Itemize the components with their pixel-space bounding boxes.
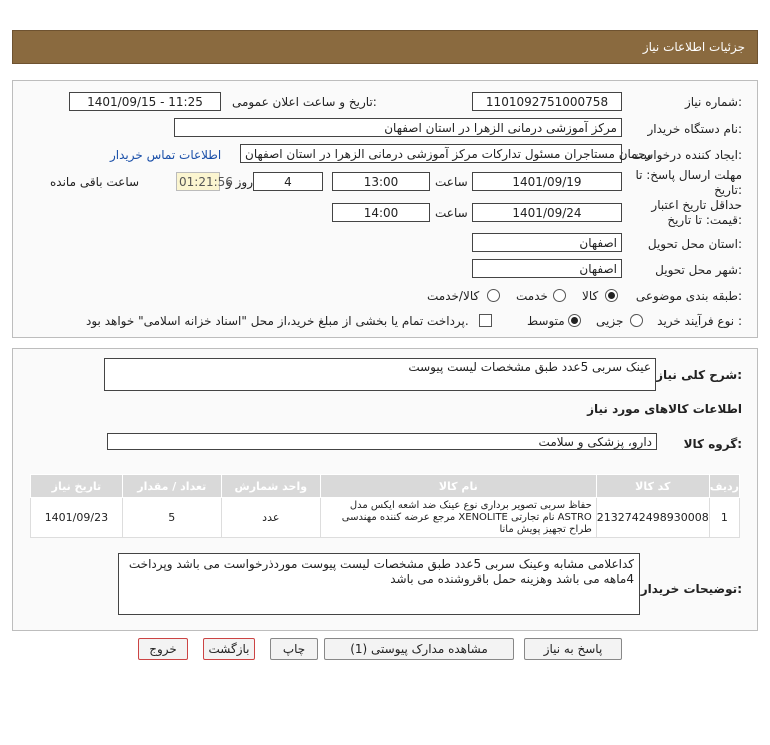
process-option-minor: جزیی — [596, 314, 624, 328]
delivery-province-field: اصفهان — [472, 233, 622, 252]
announce-field: 1401/09/15 - 11:25 — [69, 92, 221, 111]
creator-field: رحمان مستاجران مسئول تدارکات مرکز آموزشی درمانی الزهرا در استان اصفهان — [240, 144, 622, 163]
reply-button[interactable]: پاسخ به نیاز — [524, 638, 622, 660]
general-desc-field: عینک سربی 5عدد طبق مشخصات لیست پیوست — [104, 358, 656, 391]
creator-label: ایجاد کننده درخواست: — [631, 148, 742, 162]
announce-label: تاریخ و ساعت اعلان عمومی: — [232, 95, 377, 109]
category-option-goods-service: کالا/خدمت — [427, 289, 480, 303]
col-name: نام کالا — [320, 475, 596, 498]
col-row: ردیف — [709, 475, 739, 498]
goods-info-title: اطلاعات کالاهای مورد نیاز — [587, 402, 742, 416]
reply-date-field: 1401/09/19 — [472, 172, 622, 191]
goods-table — [30, 474, 740, 538]
col-code: کد کالا — [596, 475, 709, 498]
col-qty: تعداد / مقدار — [122, 475, 221, 498]
delivery-city-field: اصفهان — [472, 259, 622, 278]
table-row — [31, 498, 740, 538]
page-header — [12, 30, 758, 64]
validity-time-field: 14:00 — [332, 203, 430, 222]
view-documents-button[interactable]: مشاهده مدارک پیوستی (1) — [324, 638, 514, 660]
validity-label: حداقل تاریخ اعتبار قیمت: تا تاریخ: — [651, 198, 742, 227]
delivery-city-label: شهر محل تحویل: — [655, 263, 742, 277]
buyer-notes-label: توضیحات خریدار: — [640, 582, 742, 596]
category-radio-service[interactable] — [553, 289, 566, 302]
remaining-time-label: ساعت باقی مانده — [50, 175, 140, 189]
reply-time-label: ساعت — [435, 175, 468, 189]
validity-date-field: 1401/09/24 — [472, 203, 622, 222]
category-option-service: خدمت — [516, 289, 548, 303]
days-field: 4 — [253, 172, 323, 191]
back-button[interactable]: بازگشت — [203, 638, 255, 660]
treasury-checkbox[interactable] — [479, 314, 492, 327]
buyer-notes-field: کداعلامی مشابه وعینک سربی 5عدد طبق مشخصات لیست پیوست موردذرخواست می باشد وپرداخت 4ماهه می باشد وهزینه حمل باقروشنده می باشد — [118, 553, 640, 615]
buyer-contact-link[interactable]: اطلاعات تماس خریدار — [110, 148, 222, 162]
process-option-medium: متوسط — [527, 314, 565, 328]
category-radio-goods-service[interactable] — [487, 289, 500, 302]
buyer-org-label: نام دستگاه خریدار: — [647, 122, 742, 136]
general-desc-label: شرح کلی نیاز: — [656, 368, 742, 382]
remaining-time-field: 01:21:56 — [176, 172, 220, 191]
cell-name: حفاظ سربی تصویر برداری نوع عینک ضد اشعه ایکس مدل ASTRO نام تجارتی XENOLITE مرجع عرضه کننده مهندسی طراح تجهیز پویش مانا — [320, 498, 596, 538]
reply-time-field: 13:00 — [332, 172, 430, 191]
cell-row: 1 — [709, 498, 739, 538]
exit-button[interactable]: خروج — [138, 638, 188, 660]
need-number-field: 1101092751000758 — [472, 92, 622, 111]
page-title: جزئیات اطلاعات نیاز — [642, 40, 745, 54]
print-button[interactable]: چاپ — [270, 638, 318, 660]
cell-unit: عدد — [221, 498, 320, 538]
cell-code: 2132742498930008 — [596, 498, 709, 538]
cell-date: 1401/09/23 — [31, 498, 123, 538]
process-radio-minor[interactable] — [630, 314, 643, 327]
goods-group-label: گروه کالا: — [683, 437, 742, 451]
validity-time-label: ساعت — [435, 206, 468, 220]
goods-group-field: دارو، پزشکی و سلامت — [107, 433, 657, 450]
buyer-org-field: مرکز آموزشی درمانی الزهرا در استان اصفهان — [174, 118, 622, 137]
need-number-label: شماره نیاز: — [684, 95, 742, 109]
treasury-note: پرداخت تمام یا بخشی از مبلغ خرید،از محل "اسناد خزانه اسلامی" خواهد بود. — [86, 314, 469, 328]
table-header-row — [31, 475, 740, 498]
col-date: تاریخ نیاز — [31, 475, 123, 498]
process-label: نوع فرآیند خرید : — [657, 314, 742, 328]
reply-deadline-label: مهلت ارسال پاسخ: تا تاریخ: — [635, 168, 742, 197]
category-option-goods: کالا — [582, 289, 599, 303]
category-label: طبقه بندی موضوعی: — [635, 289, 742, 303]
col-unit: واحد شمارش — [221, 475, 320, 498]
process-radio-medium[interactable] — [568, 314, 581, 327]
days-label: روز و — [226, 175, 253, 189]
cell-qty: 5 — [122, 498, 221, 538]
delivery-province-label: استان محل تحویل: — [647, 237, 742, 251]
category-radio-goods[interactable] — [605, 289, 618, 302]
